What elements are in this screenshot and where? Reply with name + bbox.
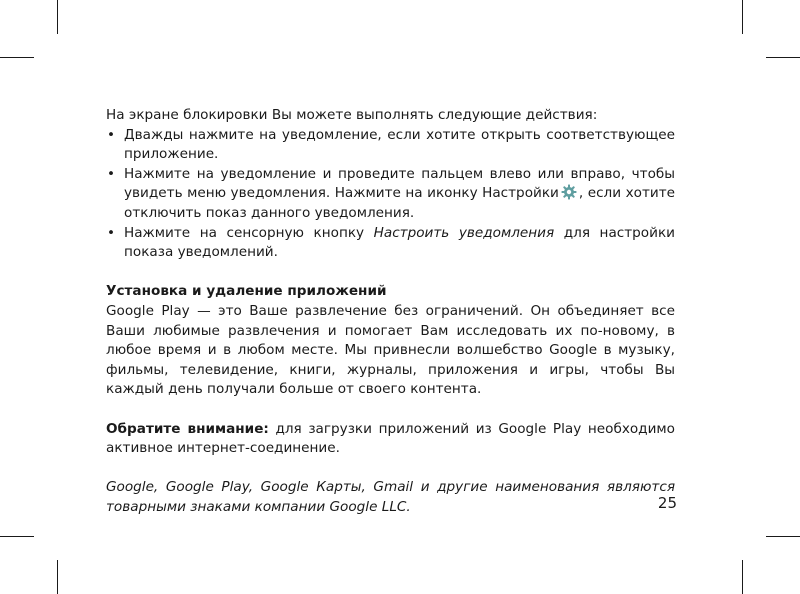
crop-mark-top-right-horizontal	[766, 57, 800, 58]
list-item	[106, 224, 675, 263]
crop-mark-bottom-right-vertical	[742, 560, 743, 594]
crop-mark-bottom-left-vertical	[57, 560, 58, 594]
intro-text: На экране блокировки Вы можете выполнять следующие действия:	[106, 107, 598, 123]
action-list	[106, 126, 675, 263]
spacer	[106, 459, 675, 479]
bullet-marker: •	[107, 224, 116, 241]
bullet-marker: •	[107, 126, 116, 143]
crop-mark-top-left-horizontal	[0, 57, 34, 58]
list-item-text: Нажмите на сенсорную кнопку	[124, 224, 374, 241]
gear-icon	[561, 184, 577, 200]
crop-mark-bottom-right-horizontal	[766, 536, 800, 537]
spacer	[106, 263, 675, 283]
customize-notifications-button-name: Настроить уведомления	[373, 224, 555, 241]
crop-mark-bottom-left-horizontal	[0, 536, 34, 537]
spacer	[106, 400, 675, 420]
crop-mark-top-right-vertical	[742, 0, 743, 34]
list-item-text-continued: , если хотите отключить показ данного уведомления.	[124, 185, 675, 221]
section-body: Google Play — это Ваше развлечение без ограничений. Он объединяет все Ваши любимые развлечения и помогает Вам исследовать их по-новому, в любое время и в любом месте. Мы привнесли волшебство Google в музыку, фильмы, телевидение, книги, журналы, приложения и игры, чтобы Вы каждый день получали больше от своего контента.	[106, 302, 675, 398]
note-text: для загрузки приложений из Google Play необходимо активное интернет-соединение.	[106, 420, 675, 457]
bullet-marker: •	[107, 165, 116, 182]
list-item-text-continued: для настройки показа уведомлений.	[124, 224, 675, 261]
list-item-text: Нажмите на уведомление и проведите пальцем влево или вправо, чтобы увидеть меню уведомления. Нажмите на иконку Настройки	[124, 165, 675, 202]
section-heading: Установка и удаление приложений	[106, 283, 387, 300]
note-paragraph	[106, 420, 675, 459]
note-label: Обратите внимание:	[106, 420, 269, 437]
list-item	[106, 165, 675, 224]
page-content	[106, 106, 675, 517]
list-item	[106, 126, 675, 165]
page-number: 25	[657, 494, 677, 512]
crop-mark-top-left-vertical	[57, 0, 58, 34]
list-item-text: Дважды нажмите на уведомление, если хотите открыть соответствующее приложение.	[124, 126, 675, 163]
trademark-notice: Google, Google Play, Google Карты, Gmail и другие наименования являются товарными знаками компании Google LLC.	[106, 479, 675, 515]
